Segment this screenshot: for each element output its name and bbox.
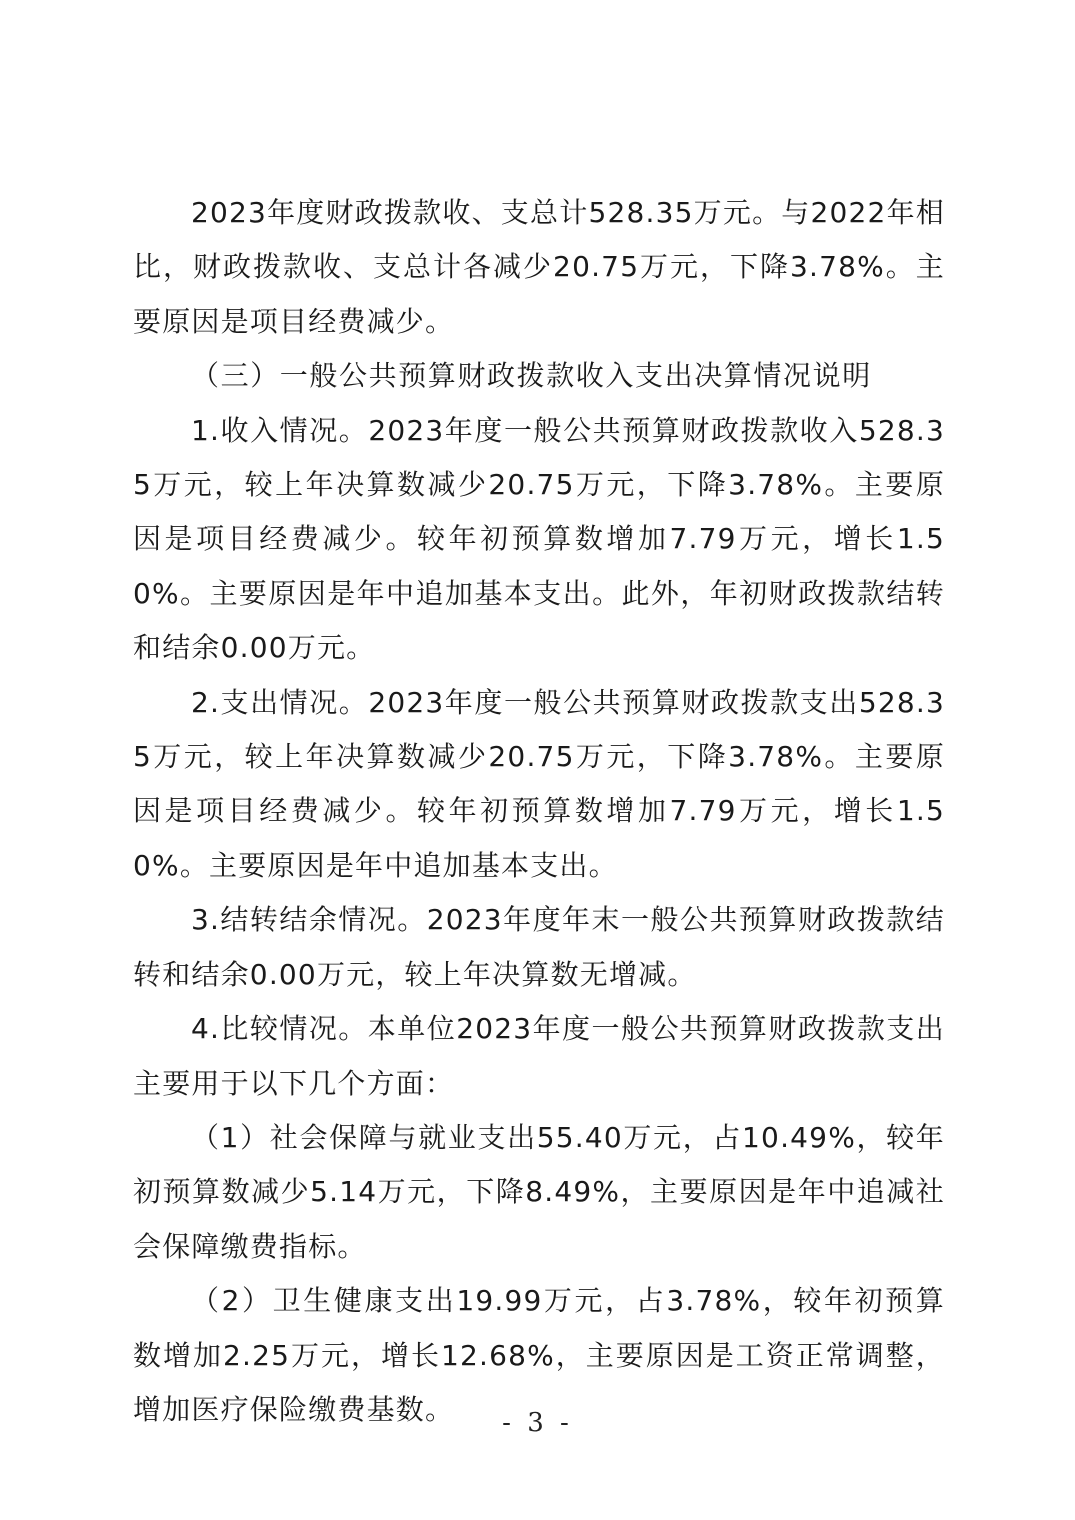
paragraph-expenditure-situation: 2.支出情况。2023年度一般公共预算财政拨款支出528.35万元，较上年决算数减少20.75万元，下降3.78%。主要原因是项目经费减少。较年初预算数增加7.79万元，增长1.50%。主要原因是年中追加基本支出。 bbox=[133, 685, 945, 882]
document-body bbox=[133, 186, 945, 1437]
paragraph-carryover-situation: 3.结转结余情况。2023年度年末一般公共预算财政拨款结转和结余0.00万元，较上年决算数无增减。 bbox=[133, 903, 945, 991]
paragraph-income-situation: 1.收入情况。2023年度一般公共预算财政拨款收入528.35万元，较上年决算数减少20.75万元，下降3.78%。主要原因是项目经费减少。较年初预算数增加7.79万元，增长1.50%。主要原因是年中追加基本支出。此外，年初财政拨款结转和结余0.00万元。 bbox=[133, 413, 945, 665]
page-number: - 3 - bbox=[502, 1408, 573, 1438]
paragraph-item-health: （2）卫生健康支出19.99万元，占3.78%，较年初预算数增加2.25万元，增长12.68%，主要原因是工资正常调整，增加医疗保险缴费基数。 bbox=[133, 1284, 945, 1426]
paragraph-summary-total: 2023年度财政拨款收、支总计528.35万元。与2022年相比，财政拨款收、支总计各减少20.75万元，下降3.78%。主要原因是项目经费减少。 bbox=[133, 196, 945, 338]
paragraph-comparison-situation: 4.比较情况。本单位2023年度一般公共预算财政拨款支出主要用于以下几个方面： bbox=[133, 1012, 945, 1100]
section-heading: （三）一般公共预算财政拨款收入支出决算情况说明 bbox=[191, 359, 872, 393]
paragraph-item-social-security: （1）社会保障与就业支出55.40万元，占10.49%，较年初预算数减少5.14万元，下降8.49%，主要原因是年中追减社会保障缴费指标。 bbox=[133, 1120, 945, 1263]
